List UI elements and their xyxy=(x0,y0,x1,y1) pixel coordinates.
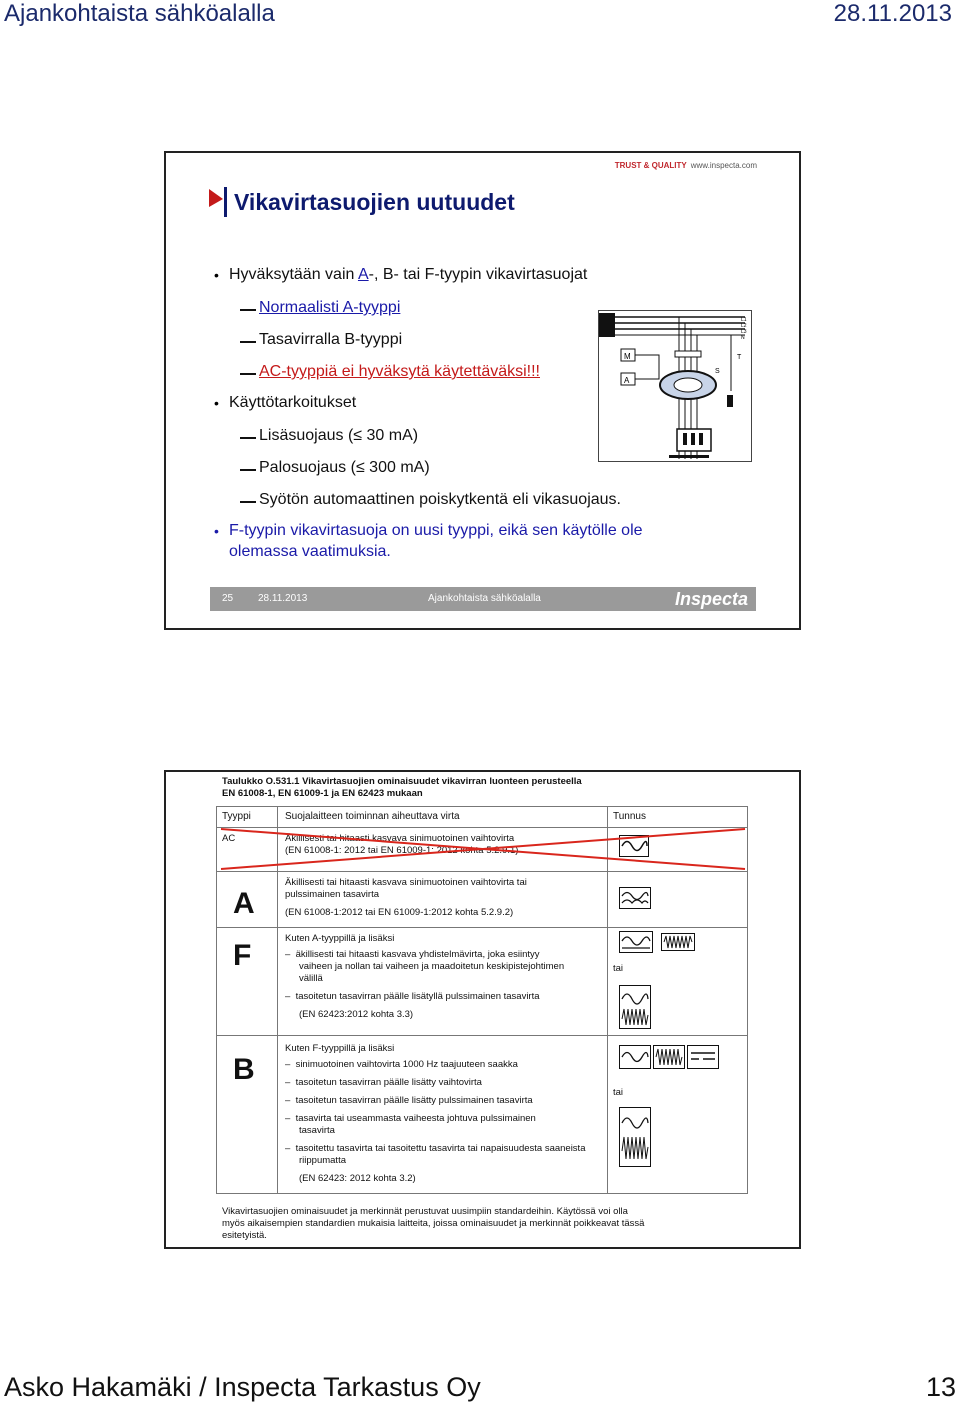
bullet-purposes: Käyttötarkoitukset xyxy=(229,394,357,411)
table-caption: Taulukko O.531.1 Vikavirtasuojien ominaisuudet vikavirran luonteen perusteella EN 61008-1, EN 61009-1 ja EN 62423 mukaan xyxy=(222,776,582,799)
slide-footer xyxy=(210,587,756,611)
row-ac-desc: Äkillisesti tai hitaasti kasvava sinimuotoinen vaihtovirta (EN 61008-1: 2012 tai EN 61009-1: 2012 kohta 5.2.9.1) xyxy=(285,833,519,856)
dash xyxy=(240,373,256,375)
sub-normal-a-type[interactable]: Normaalisti A-tyyppi xyxy=(259,299,401,316)
svg-text:L1: L1 xyxy=(741,317,747,323)
page-header-left: Ajankohtaista sähköalalla xyxy=(4,0,275,27)
sub-ac-not-approved[interactable]: AC-tyyppiä ei hyväksytä käytettäväksi!!! xyxy=(259,363,540,380)
hf-ac-icon xyxy=(653,1045,685,1069)
pulsating-dc-icon xyxy=(619,887,651,909)
row-ac-type: AC xyxy=(222,833,236,844)
page-number: 13 xyxy=(925,1372,956,1402)
page-header-date: 28.11.2013 xyxy=(833,0,952,27)
dash xyxy=(240,309,256,311)
row-b-type: B xyxy=(233,1053,255,1086)
rcd-circuit-diagram xyxy=(598,310,752,462)
header-symbol: Tunnus xyxy=(613,811,646,822)
table-note: Vikavirtasuojien ominaisuudet ja merkinnät perustuvat uusimpiin standardeihin. Käytössä voi olla myös aikaisempien standardien mukaisia laitteita, joissa ominaisuudet ja merkinnät poikkeavat tässä esitetyistä. xyxy=(222,1206,645,1241)
dash xyxy=(240,437,256,439)
dash xyxy=(240,469,256,471)
svg-text:T: T xyxy=(737,354,742,361)
brand-tag: TRUST & QUALITY www.inspecta.com xyxy=(614,161,757,170)
title-arrow-icon xyxy=(209,187,229,217)
or-label: tai xyxy=(613,963,624,974)
row-f-type: F xyxy=(233,939,252,972)
slide-vikavirtasuojat xyxy=(164,151,801,630)
bullet-dot: • xyxy=(214,523,219,539)
inspecta-logo: Inspecta xyxy=(674,589,748,609)
sine-wave-b-icon xyxy=(619,1045,651,1069)
bullet-f-type-line2: olemassa vaatimuksia. xyxy=(229,543,391,560)
slide-number: 25 xyxy=(222,593,234,604)
bullet-dot: • xyxy=(214,267,219,283)
composite-current-icon xyxy=(619,931,653,953)
mixed-frequency-icon xyxy=(661,933,695,951)
bullet-approved-types: Hyväksytään vain A-, B- tai F-tyypin vikavirtasuojat xyxy=(229,266,588,283)
pulsating-ripple-icon xyxy=(619,985,651,1029)
bullet-f-type-line1: F-tyypin vikavirtasuoja on uusi tyyppi, eikä sen käytölle ole xyxy=(229,522,643,539)
ac-row-crossed-out xyxy=(217,807,747,873)
rcd-types-table-sheet xyxy=(164,770,801,1249)
ripple-dc-icon xyxy=(619,1107,651,1167)
sub-automatic-disconnection: Syötön automaattinen poiskytkentä eli vikasuojaus. xyxy=(259,491,621,508)
slide-date: 28.11.2013 xyxy=(258,593,308,604)
header-desc: Suojalaitteen toiminnan aiheuttava virta xyxy=(285,811,460,822)
slide-footer-title: Ajankohtaista sähköalalla xyxy=(428,593,541,604)
rcd-types-table xyxy=(216,806,748,1194)
sub-dc-b-type: Tasavirralla B-tyyppi xyxy=(259,331,403,348)
svg-text:N: N xyxy=(741,335,745,341)
rcd-schematic-icon xyxy=(599,311,751,461)
or-label: tai xyxy=(613,1087,624,1098)
dash xyxy=(240,501,256,503)
svg-text:L3: L3 xyxy=(741,329,747,335)
header-type: Tyyppi xyxy=(222,811,251,822)
row-f-desc: Kuten A-tyyppillä ja lisäksi – äkillisesti tai hitaasti kasvava yhdistelmävirta, joka esiintyy vaiheen ja nollan tai vaiheen ja maadoitetun keskipistejohtimen välillä – tasoitetun tasavirran päälle lisätyllä pulssimainen tasavirta (EN 62423:2012 kohta 3.3) xyxy=(285,933,565,1020)
dash xyxy=(240,341,256,343)
bullet-dot: • xyxy=(214,395,219,411)
svg-text:L2: L2 xyxy=(741,323,747,329)
sub-fire-protection: Palosuojaus (≤ 300 mA) xyxy=(259,459,430,476)
row-a-type: A xyxy=(233,887,255,920)
page-footer-author: Asko Hakamäki / Inspecta Tarkastus Oy xyxy=(4,1372,481,1402)
svg-text:A: A xyxy=(624,376,630,385)
slide-title: Vikavirtasuojien uutuudet xyxy=(234,189,515,215)
svg-text:M: M xyxy=(624,352,631,361)
sub-additional-protection: Lisäsuojaus (≤ 30 mA) xyxy=(259,427,419,444)
row-b-desc: Kuten F-tyyppillä ja lisäksi – sinimuotoinen vaihtovirta 1000 Hz taajuuteen saakka – tasoitetun tasavirran päälle lisätty vaihtovirta – tasoitetun tasavirran päälle lisätty pulssimainen tasavirta – tasavirta tai useammasta vaiheesta johtuva pulssimainen tasavirta – tasoitettu tasavirta tai tasoitettu tasavirta tai napaisuudesta saaneista riippumatta (EN 62423: 2012 kohta 3.2) xyxy=(285,1043,586,1184)
svg-text:S: S xyxy=(715,368,720,375)
row-a-desc: Äkillisesti tai hitaasti kasvava sinimuotoinen vaihtovirta tai pulssimainen tasavirta (EN 61008-1:2012 tai EN 61009-1:2012 kohta 5.2.9.2) xyxy=(285,877,527,918)
smooth-dc-icon xyxy=(687,1045,719,1069)
